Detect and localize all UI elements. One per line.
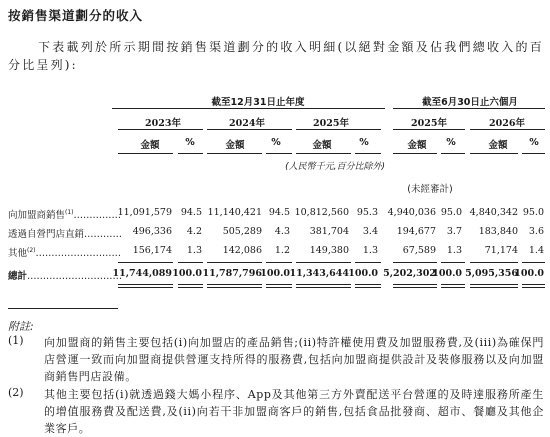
cell: 94.5 xyxy=(180,207,202,218)
sum-rule-p4 xyxy=(441,262,465,263)
row-label-franchisee-sales xyxy=(8,207,121,221)
row-label-total xyxy=(8,268,122,282)
cell: 100.0 xyxy=(260,268,290,279)
cell: 4,840,342 xyxy=(469,207,518,218)
col-pct-1: % xyxy=(185,137,195,148)
head-rule-p5 xyxy=(522,153,545,154)
intro-paragraph: 下表載列於所示期間按銷售渠道劃分的收入明細(以絕對金額及佔我們總收入的百分比呈列): xyxy=(8,40,544,72)
cell: 3.6 xyxy=(528,226,544,237)
notes-separator xyxy=(8,308,118,309)
year-rule-5 xyxy=(470,129,545,130)
sum-rule-a3 xyxy=(296,262,351,263)
note-number-2: (2) xyxy=(8,386,24,399)
total-double-rule-a2 xyxy=(207,284,262,288)
total-double-rule-p2 xyxy=(266,284,292,288)
row-label-others xyxy=(8,245,121,259)
total-double-rule-a4 xyxy=(393,284,437,288)
cell: 100.0 xyxy=(172,268,202,279)
year-rule-4 xyxy=(393,129,465,130)
cell: 1.3 xyxy=(186,245,202,256)
sum-rule-a1 xyxy=(118,262,173,263)
total-double-rule-a3 xyxy=(296,284,351,288)
col-amount-5: 金額 xyxy=(488,140,508,151)
cell: 3.4 xyxy=(362,226,378,237)
cell: 94.5 xyxy=(268,207,290,218)
sum-rule-p2 xyxy=(266,262,292,263)
year-rule-1 xyxy=(118,129,203,130)
cell: 183,840 xyxy=(478,226,518,237)
cell: 5,095,356 xyxy=(465,268,518,279)
cell: 156,174 xyxy=(132,245,172,256)
year-2025-fy: 2025年 xyxy=(313,118,349,129)
total-double-rule-a1 xyxy=(118,284,173,288)
total-double-rule-p3 xyxy=(355,284,381,288)
footnote-ref: (2) xyxy=(27,246,36,254)
cell: 95.0 xyxy=(522,207,544,218)
leader-dots: ………… xyxy=(84,229,123,240)
head-rule-a1 xyxy=(118,153,173,154)
row-label-direct-sales xyxy=(8,226,122,240)
sum-rule-a5 xyxy=(470,262,518,263)
head-rule-p1 xyxy=(178,153,203,154)
head-rule-a2 xyxy=(207,153,262,154)
row-label-text: 透過自營門店直銷 xyxy=(8,229,85,240)
year-rule-2 xyxy=(207,129,292,130)
group-header-h1: 截至6月30日止六個月 xyxy=(422,97,518,108)
cell: 4.3 xyxy=(274,226,290,237)
group-rule-h1 xyxy=(393,108,545,109)
cell: 4.2 xyxy=(186,226,202,237)
cell: 1.2 xyxy=(274,245,290,256)
cell: 10,812,560 xyxy=(294,207,349,218)
col-pct-3: % xyxy=(359,137,369,148)
cell: 5,202,302 xyxy=(383,268,436,279)
currency-note: (人民幣千元,百分比除外) xyxy=(285,162,385,172)
head-rule-a4 xyxy=(393,153,437,154)
cell: 496,336 xyxy=(132,226,172,237)
group-header-fy: 截至12月31日止年度 xyxy=(211,97,305,108)
cell: 95.0 xyxy=(440,207,462,218)
group-rule-fy xyxy=(112,108,385,109)
section-title: 按銷售渠道劃分的收入 xyxy=(8,8,144,23)
cell: 1.3 xyxy=(446,245,462,256)
head-rule-p4 xyxy=(441,153,465,154)
row-label-text: 其他 xyxy=(8,248,28,259)
cell: 100.0 xyxy=(432,268,462,279)
cell: 1.3 xyxy=(362,245,378,256)
head-rule-a3 xyxy=(296,153,351,154)
year-2025-h1: 2025年 xyxy=(411,118,447,129)
cell: 11,343,644 xyxy=(289,268,349,279)
sum-rule-a2 xyxy=(207,262,262,263)
head-rule-a5 xyxy=(470,153,518,154)
year-2024: 2024年 xyxy=(229,118,265,129)
cell: 11,787,796 xyxy=(202,268,262,279)
cell: 71,174 xyxy=(484,245,518,256)
cell: 1.4 xyxy=(528,245,544,256)
sum-rule-p5 xyxy=(522,262,545,263)
cell: 4,940,036 xyxy=(387,207,436,218)
footnote-ref: (1) xyxy=(65,208,74,216)
cell: 67,589 xyxy=(402,245,436,256)
head-rule-p3 xyxy=(355,153,381,154)
cell: 100.0 xyxy=(348,268,378,279)
total-double-rule-p4 xyxy=(441,284,465,288)
year-2026-h1: 2026年 xyxy=(489,118,525,129)
row-label-text: 總計 xyxy=(8,271,28,282)
col-amount-4: 金額 xyxy=(407,140,427,151)
cell: 142,086 xyxy=(222,245,262,256)
col-pct-4: % xyxy=(446,137,456,148)
total-double-rule-a5 xyxy=(470,284,518,288)
cell: 149,380 xyxy=(309,245,349,256)
total-double-rule-p5 xyxy=(522,284,545,288)
note-text-1: 向加盟商的銷售主要包括(i)向加盟店的產品銷售;(ii)特許權使用費及加盟服務費,及(iii)為確保門店營運一致而向加盟商提供營運支持所得的服務費,包括向加盟商提供設計及裝修服務以及向加盟商銷售門店設備。 xyxy=(44,336,544,383)
cell: 11,744,089 xyxy=(112,268,172,279)
cell: 3.7 xyxy=(446,226,462,237)
notes-title: 附註: xyxy=(8,320,34,333)
leader-dots: …………… xyxy=(73,210,122,221)
year-2023: 2023年 xyxy=(145,118,181,129)
col-pct-2: % xyxy=(271,137,281,148)
cell: 95.3 xyxy=(356,207,378,218)
total-double-rule-p1 xyxy=(178,284,203,288)
col-amount-1: 金額 xyxy=(140,140,160,151)
cell: 11,140,421 xyxy=(207,207,262,218)
year-rule-3 xyxy=(296,129,381,130)
sum-rule-p3 xyxy=(355,262,381,263)
row-label-text: 向加盟商銷售 xyxy=(8,210,66,221)
leader-dots: ……………………… xyxy=(35,248,122,259)
cell: 100.0 xyxy=(514,268,544,279)
cell: 194,677 xyxy=(396,226,436,237)
leader-dots: ………………………… xyxy=(27,271,123,282)
cell: 505,289 xyxy=(222,226,262,237)
unaudited-note: (未經審計) xyxy=(407,184,453,195)
col-amount-2: 金額 xyxy=(225,140,245,151)
sum-rule-p1 xyxy=(178,262,203,263)
note-text-2: 其他主要包括(i)就透過錢大媽小程序、App及其他第三方外賣配送平台營運的及時達服務所產生的增值服務費及配送費,及(ii)向若干非加盟商客戶的銷售,包括食品批發商、超市、餐廳及其他企業客戶。 xyxy=(44,388,544,435)
note-number-1: (1) xyxy=(8,334,24,347)
cell: 11,091,579 xyxy=(117,207,172,218)
col-amount-3: 金額 xyxy=(312,140,332,151)
col-pct-5: % xyxy=(529,137,539,148)
cell: 381,704 xyxy=(309,226,349,237)
head-rule-p2 xyxy=(266,153,292,154)
sum-rule-a4 xyxy=(393,262,437,263)
